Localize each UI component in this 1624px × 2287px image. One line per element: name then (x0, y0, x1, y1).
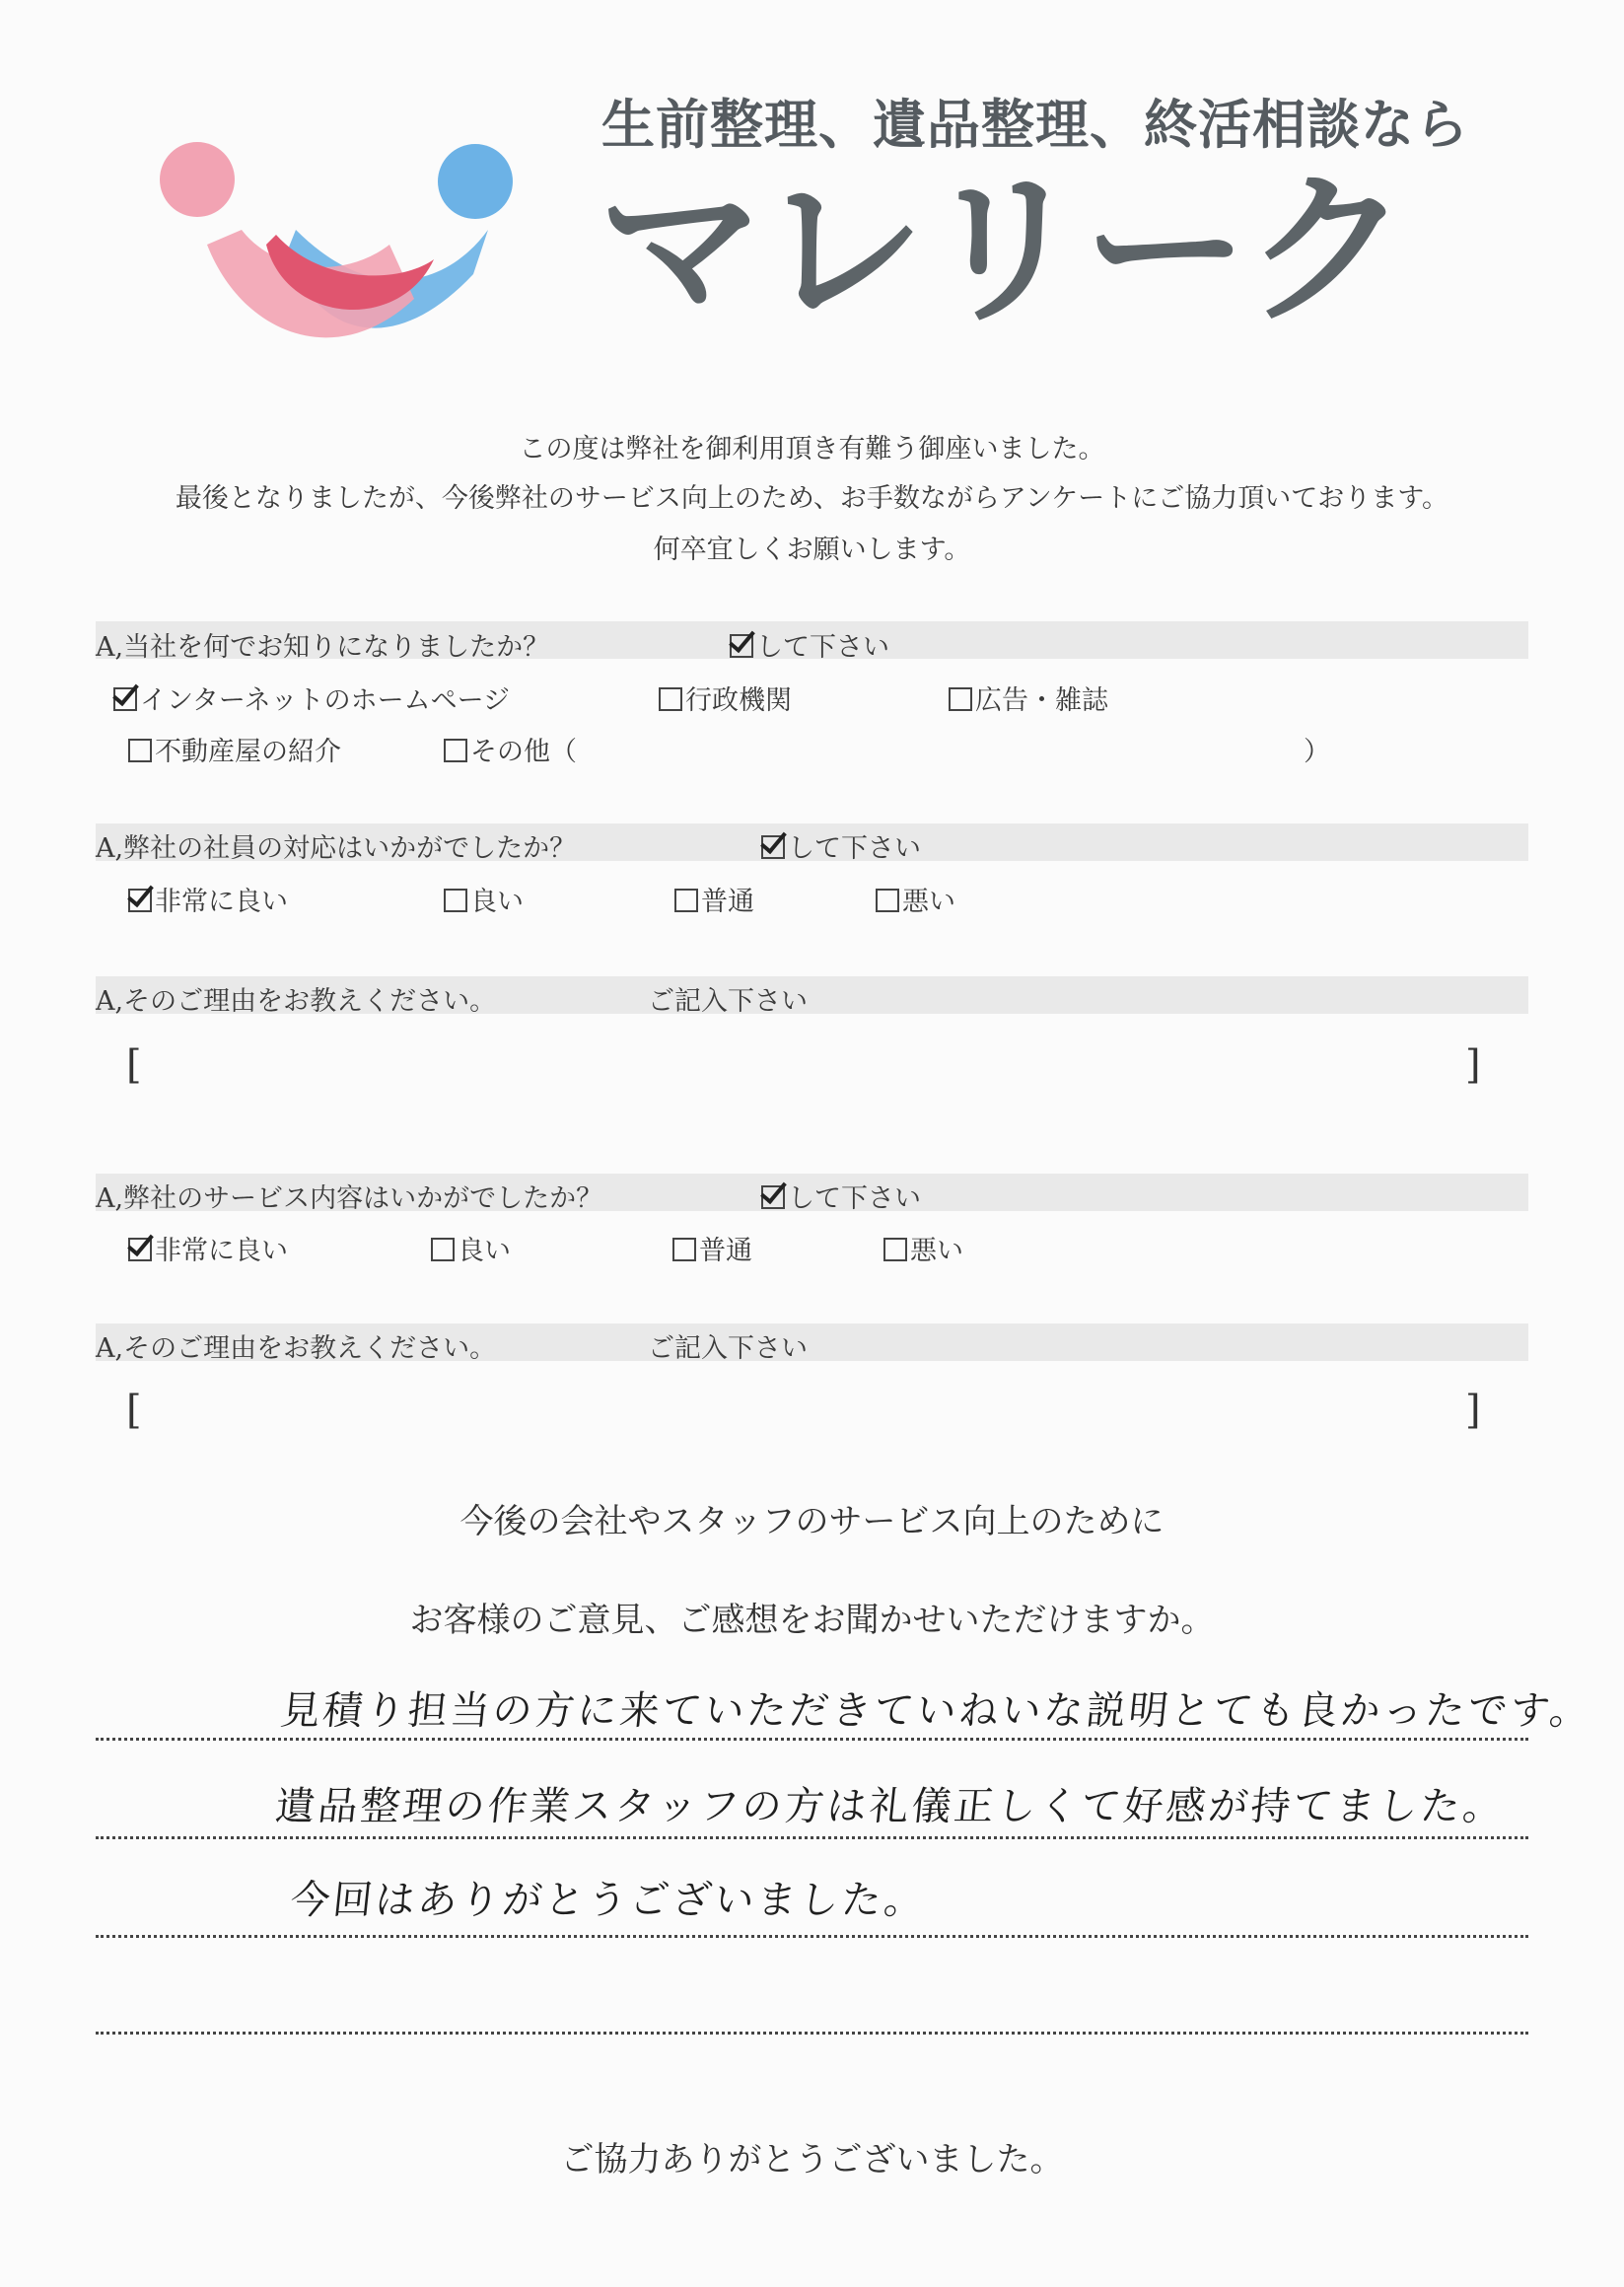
q2-option-good[interactable]: 良い (444, 880, 524, 918)
checkbox[interactable] (444, 739, 467, 762)
handwritten-line-2: 遺品整理の作業スタッフの方は礼儀正しくて好感が持てました。 (273, 1784, 1509, 1829)
thanks-text: ご協力ありがとうございました。 (560, 2140, 1064, 2180)
dotted-rule (96, 1738, 1528, 1741)
intro-line-3: 何卒宜しくお願いします。 (653, 535, 971, 565)
checkbox[interactable] (128, 1238, 152, 1261)
checkbox[interactable] (876, 889, 899, 912)
checkbox[interactable] (674, 889, 698, 912)
q5-hint: ご記入下さい (648, 1333, 808, 1364)
checkbox[interactable] (949, 687, 972, 711)
checkbox[interactable] (883, 1238, 907, 1261)
q2-question: A,弊社の社員の対応はいかがでしたか？ (96, 833, 577, 864)
dotted-rule (96, 2032, 1528, 2035)
answer-open-bracket: [ (126, 1388, 142, 1433)
q4-question: A,弊社のサービス内容はいかがでしたか？ (96, 1183, 603, 1214)
q1-question: A,当社を何でお知りになりましたか？ (96, 632, 550, 663)
q1-option-ad[interactable]: 広告・雑誌 (949, 679, 1108, 717)
q1-option-other[interactable]: その他（ (444, 730, 577, 768)
q1-hint: して下さい (730, 625, 889, 664)
checkbox[interactable] (659, 687, 682, 711)
handwritten-line-3: 今回はありがとうございました。 (288, 1878, 930, 1923)
checkbox-icon (761, 1185, 785, 1209)
feedback-prompt-2: お客様のご意見、ご感想をお聞かせいただけますか。 (409, 1601, 1215, 1640)
q2-option-very-good[interactable]: 非常に良い (128, 880, 288, 918)
checkbox[interactable] (113, 687, 137, 711)
checkbox[interactable] (672, 1238, 696, 1261)
answer-open-bracket: [ (126, 1042, 142, 1088)
q4-option-very-good[interactable]: 非常に良い (128, 1229, 288, 1267)
q2-hint: して下さい (761, 826, 921, 865)
q2-option-average[interactable]: 普通 (674, 880, 754, 918)
tagline: 生前整理、遺品整理、終活相談なら (601, 94, 1469, 156)
q1-other-close: ） (1304, 737, 1330, 767)
q1-option-government[interactable]: 行政機関 (659, 679, 792, 717)
checkbox[interactable] (431, 1238, 455, 1261)
dotted-rule (96, 1935, 1528, 1938)
q2-option-bad[interactable]: 悪い (876, 880, 955, 918)
q4-option-good[interactable]: 良い (431, 1229, 511, 1267)
q1-option-realestate[interactable]: 不動産屋の紹介 (128, 730, 341, 768)
q4-hint: して下さい (761, 1177, 921, 1215)
q3-question: A,そのご理由をお教えください。 (96, 986, 497, 1017)
company-logo (148, 136, 542, 363)
brand-name: マレリーク (598, 154, 1406, 347)
q4-option-bad[interactable]: 悪い (883, 1229, 963, 1267)
intro-line-1: この度は弊社を御利用頂き有難う御座いました。 (519, 434, 1105, 465)
answer-close-bracket: ] (1465, 1042, 1481, 1088)
q3-hint: ご記入下さい (648, 986, 808, 1017)
dotted-rule (96, 1836, 1528, 1839)
checkbox[interactable] (128, 889, 152, 912)
q4-option-average[interactable]: 普通 (672, 1229, 752, 1267)
checkbox[interactable] (128, 739, 152, 762)
checkbox-icon (730, 634, 753, 658)
handwritten-line-1: 見積り担当の方に来ていただきていねいな説明とても良かったです。 (278, 1688, 1594, 1734)
checkbox-icon (761, 835, 785, 859)
q5-question: A,そのご理由をお教えください。 (96, 1333, 497, 1364)
q1-option-internet[interactable]: インターネットのホームページ (113, 679, 510, 717)
checkbox[interactable] (444, 889, 467, 912)
feedback-prompt-1: 今後の会社やスタッフのサービス向上のために (459, 1502, 1165, 1541)
answer-close-bracket: ] (1465, 1388, 1481, 1433)
intro-line-2: 最後となりましたが、今後弊社のサービス向上のため、お手数ながらアンケートにご協力頂いております。 (175, 483, 1449, 514)
